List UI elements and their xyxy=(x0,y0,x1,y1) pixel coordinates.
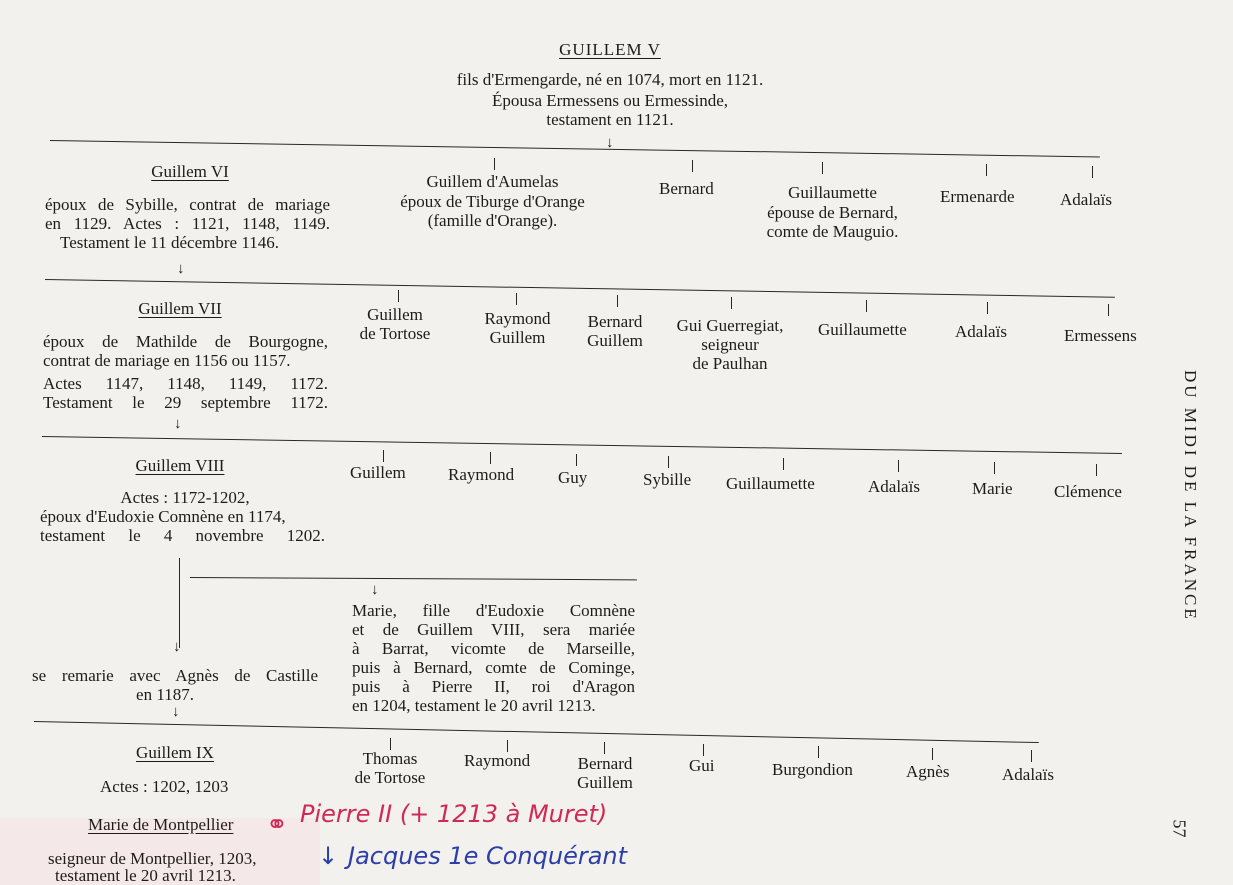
sibling-ix-7: Adalaïs xyxy=(1002,765,1054,784)
guillem-v-line-1: fils d'Ermengarde, né en 1074, mort en 1121. xyxy=(456,70,764,89)
sibling-vii-4-line-2: seigneur xyxy=(701,335,759,354)
sibling-viii-1: Guillem xyxy=(350,463,406,482)
tick xyxy=(932,748,933,760)
tick xyxy=(383,450,384,462)
sibling-viii-8: Clémence xyxy=(1054,482,1122,501)
guillem-viii-line-1: Actes : 1172-1202, xyxy=(120,488,250,507)
tick xyxy=(516,293,517,305)
sibling-vii-6: Adalaïs xyxy=(955,322,1007,341)
page-number: 57 xyxy=(1169,819,1190,838)
tick xyxy=(866,300,867,312)
generation-line xyxy=(45,279,1115,298)
sibling-vi-1-line-3: (famille d'Orange). xyxy=(427,211,558,230)
tick xyxy=(576,454,577,466)
guillem-v-line-3: testament en 1121. xyxy=(546,110,674,129)
handwritten-annotation-blue: Jacques 1e Conquérant xyxy=(348,842,628,870)
marie-note-line-3: à Barrat, vicomte de Marseille, xyxy=(352,639,635,658)
sibling-vi-5: Adalaïs xyxy=(1060,190,1112,209)
tick xyxy=(398,290,399,302)
guillem-vi-line-2: en 1129. Actes : 1121, 1148, 1149. xyxy=(45,214,330,233)
sibling-vii-3-line-2: Guillem xyxy=(587,331,643,350)
branch-line xyxy=(179,558,180,648)
sibling-vii-1-line-2: de Tortose xyxy=(359,324,431,343)
sibling-vii-5: Guillaumette xyxy=(818,320,907,339)
tick xyxy=(494,158,495,170)
sibling-ix-1-line-2: de Tortose xyxy=(354,768,426,787)
tick xyxy=(490,452,491,464)
sibling-vii-7: Ermessens xyxy=(1064,326,1137,345)
tick xyxy=(1108,304,1109,316)
tick xyxy=(604,742,605,754)
sibling-vi-1-line-2: époux de Tiburge d'Orange xyxy=(400,192,585,211)
guillem-viii-name: Guillem VIII xyxy=(135,456,225,475)
sibling-viii-2: Raymond xyxy=(448,465,515,484)
arrow-down-icon: ↓ xyxy=(174,416,182,432)
sibling-viii-5: Guillaumette xyxy=(726,474,815,493)
marie-note-line-1: Marie, fille d'Eudoxie Comnène xyxy=(352,601,635,620)
tick xyxy=(668,456,669,468)
sibling-ix-3-line-1: Bernard xyxy=(577,754,633,773)
guillem-viii-line-3: testament le 4 novembre 1202. xyxy=(40,526,325,545)
guillem-vii-line-2: contrat de mariage en 1156 ou 1157. xyxy=(43,351,291,370)
guillem-v-line-2: Épousa Ermessens ou Ermessinde, xyxy=(491,91,729,110)
remarriage-line-2: en 1187. xyxy=(136,685,194,704)
marriage-symbol-icon: ⚭ xyxy=(266,810,288,840)
marie-note-line-6: en 1204, testament le 20 avril 1213. xyxy=(352,696,596,715)
guillem-vi-line-3: Testament le 11 décembre 1146. xyxy=(60,233,279,252)
guillem-viii-line-2: époux d'Eudoxie Comnène en 1174, xyxy=(40,507,286,526)
sibling-ix-5: Burgondion xyxy=(772,760,853,779)
generation-line xyxy=(50,140,1100,157)
tick xyxy=(822,162,823,174)
generation-line xyxy=(42,436,1122,454)
guillem-ix-line-1: Actes : 1202, 1203 xyxy=(100,777,229,796)
tick xyxy=(1096,464,1097,476)
guillem-vi-line-1: époux de Sybille, contrat de mariage xyxy=(45,195,330,214)
sibling-vii-1-line-1: Guillem xyxy=(367,305,423,324)
tick xyxy=(818,746,819,758)
sibling-vii-2-line-2: Guillem xyxy=(489,328,546,347)
sibling-vii-3-line-1: Bernard xyxy=(587,312,643,331)
remarriage-line-1: se remarie avec Agnès de Castille xyxy=(32,666,318,685)
tick xyxy=(994,462,995,474)
branch-line xyxy=(190,577,637,580)
guillem-ix-name: Guillem IX xyxy=(136,743,214,762)
arrow-down-icon: ↓ xyxy=(606,135,614,151)
sibling-vii-2-line-1: Raymond xyxy=(484,309,551,328)
marie-note-line-4: puis à Bernard, comte de Cominge, xyxy=(352,658,635,677)
marie-de-montpellier-name: Marie de Montpellier xyxy=(88,815,234,834)
sibling-vi-4: Ermenarde xyxy=(940,187,1015,206)
tick xyxy=(1092,166,1093,178)
marie-de-montpellier-line-1: seigneur de Montpellier, 1203, xyxy=(48,849,257,868)
sibling-vi-2: Bernard xyxy=(659,179,714,198)
tick xyxy=(617,295,618,307)
guillem-vii-line-1: époux de Mathilde de Bourgogne, xyxy=(43,332,328,351)
guillem-v-title: GUILLEM V xyxy=(559,40,661,59)
tick xyxy=(986,164,987,176)
generation-line xyxy=(34,721,1039,743)
sibling-ix-4: Gui xyxy=(689,756,715,775)
guillem-vii-name: Guillem VII xyxy=(138,299,222,318)
tick xyxy=(898,460,899,472)
tick xyxy=(1031,750,1032,762)
tick xyxy=(692,160,693,172)
sibling-viii-7: Marie xyxy=(972,479,1013,498)
arrow-down-icon: ↓ xyxy=(172,704,180,720)
arrow-down-icon: ↓ xyxy=(177,261,185,277)
marie-note-line-5: puis à Pierre II, roi d'Aragon xyxy=(352,677,635,696)
sibling-viii-3: Guy xyxy=(558,468,588,487)
sibling-vii-4-line-3: de Paulhan xyxy=(692,354,768,373)
sibling-vi-3-line-3: comte de Mauguio. xyxy=(766,222,899,241)
sibling-viii-4: Sybille xyxy=(643,470,692,489)
handwritten-arrow-icon: ↓ xyxy=(318,842,339,870)
tick xyxy=(731,297,732,309)
guillem-vii-line-4: Testament le 29 septembre 1172. xyxy=(43,393,328,412)
sibling-vi-3-line-2: épouse de Bernard, xyxy=(767,203,898,222)
sibling-ix-6: Agnès xyxy=(906,762,950,781)
sibling-vi-3-line-1: Guillaumette xyxy=(788,183,877,202)
sibling-vi-1-line-1: Guillem d'Aumelas xyxy=(426,172,559,191)
arrow-down-icon: ↓ xyxy=(173,639,181,655)
tick xyxy=(987,302,988,314)
sibling-ix-3-line-2: Guillem xyxy=(577,773,633,792)
marie-de-montpellier-line-2: testament le 20 avril 1213. xyxy=(55,866,236,885)
sibling-ix-2: Raymond xyxy=(464,751,531,770)
handwritten-annotation-red: Pierre II (+ 1213 à Muret) xyxy=(300,800,608,828)
sibling-viii-6: Adalaïs xyxy=(868,477,920,496)
side-running-title: DU MIDI DE LA FRANCE xyxy=(1181,370,1200,622)
tick xyxy=(703,744,704,756)
arrow-down-icon: ↓ xyxy=(371,582,379,598)
guillem-vi-name: Guillem VI xyxy=(151,162,229,181)
guillem-vii-line-3: Actes 1147, 1148, 1149, 1172. xyxy=(43,374,328,393)
sibling-ix-1-line-1: Thomas xyxy=(362,749,418,768)
tick xyxy=(783,458,784,470)
sibling-vii-4-line-1: Gui Guerregiat, xyxy=(676,316,784,335)
marie-note-line-2: et de Guillem VIII, sera mariée xyxy=(352,620,635,639)
